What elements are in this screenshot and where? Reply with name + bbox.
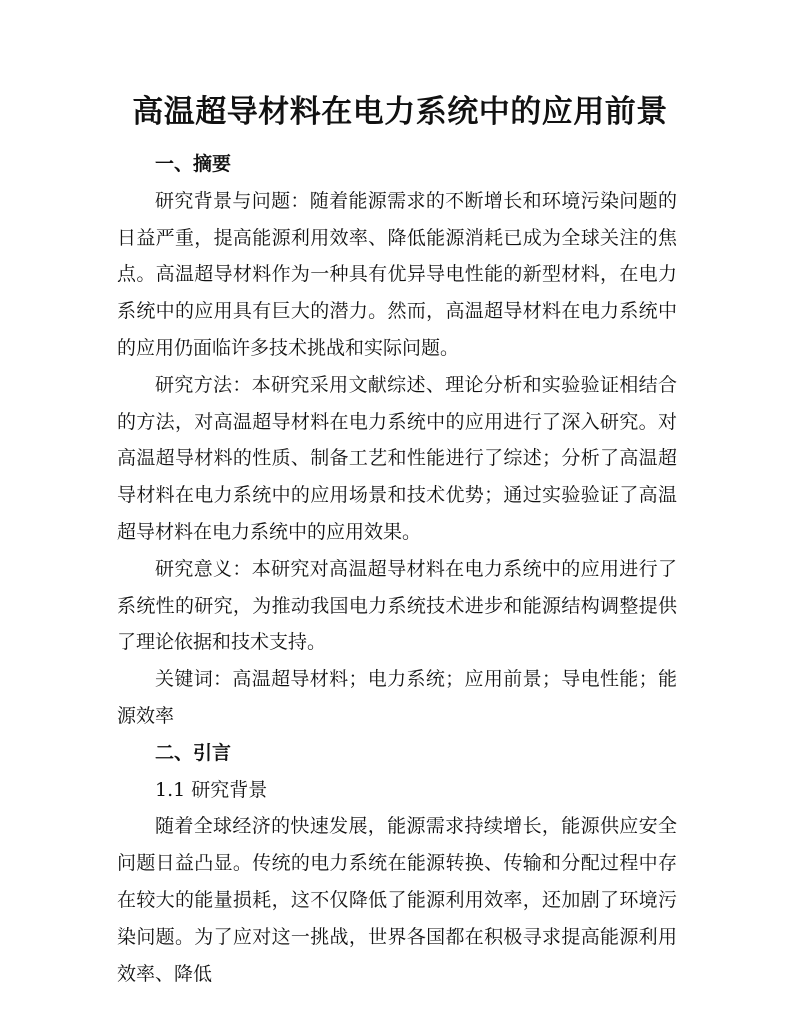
document-body [117, 146, 677, 992]
introduction-background-paragraph: 随着全球经济的快速发展，能源需求持续增长，能源供应安全问题日益凸显。传统的电力系统在能源转换、传输和分配过程中存在较大的能量损耗，这不仅降低了能源利用效率，还加剧了环境污染问题。为了应对这一挑战，世界各国都在积极寻求提高能源利用效率、降低 [117, 815, 677, 985]
subsection-heading-background: 1.1 研究背景 [155, 778, 268, 801]
section-heading-introduction: 二、引言 [155, 741, 232, 764]
abstract-significance-paragraph: 研究意义：本研究对高温超导材料在电力系统中的应用进行了系统性的研究，为推动我国电力系统技术进步和能源结构调整提供了理论依据和技术支持。 [117, 557, 677, 654]
section-heading-abstract: 一、摘要 [155, 153, 232, 175]
document-title: 高温超导材料在电力系统中的应用前景 [132, 94, 668, 130]
abstract-background-paragraph: 研究背景与问题：随着能源需求的不断增长和环境污染问题的日益严重，提高能源利用效率、降低能源消耗已成为全球关注的焦点。高温超导材料作为一种具有优异导电性能的新型材料，在电力系统中的应用具有巨大的潜力。然而，高温超导材料在电力系统中的应用仍面临许多技术挑战和实际问题。 [117, 189, 677, 359]
abstract-method-paragraph: 研究方法：本研究采用文献综述、理论分析和实验验证相结合的方法，对高温超导材料在电力系统中的应用进行了深入研究。对高温超导材料的性质、制备工艺和性能进行了综述；分析了高温超导材料在电力系统中的应用场景和技术优势；通过实验验证了高温超导材料在电力系统中的应用效果。 [117, 373, 677, 543]
abstract-keywords: 关键词：高温超导材料；电力系统；应用前景；导电性能；能源效率 [117, 668, 677, 727]
